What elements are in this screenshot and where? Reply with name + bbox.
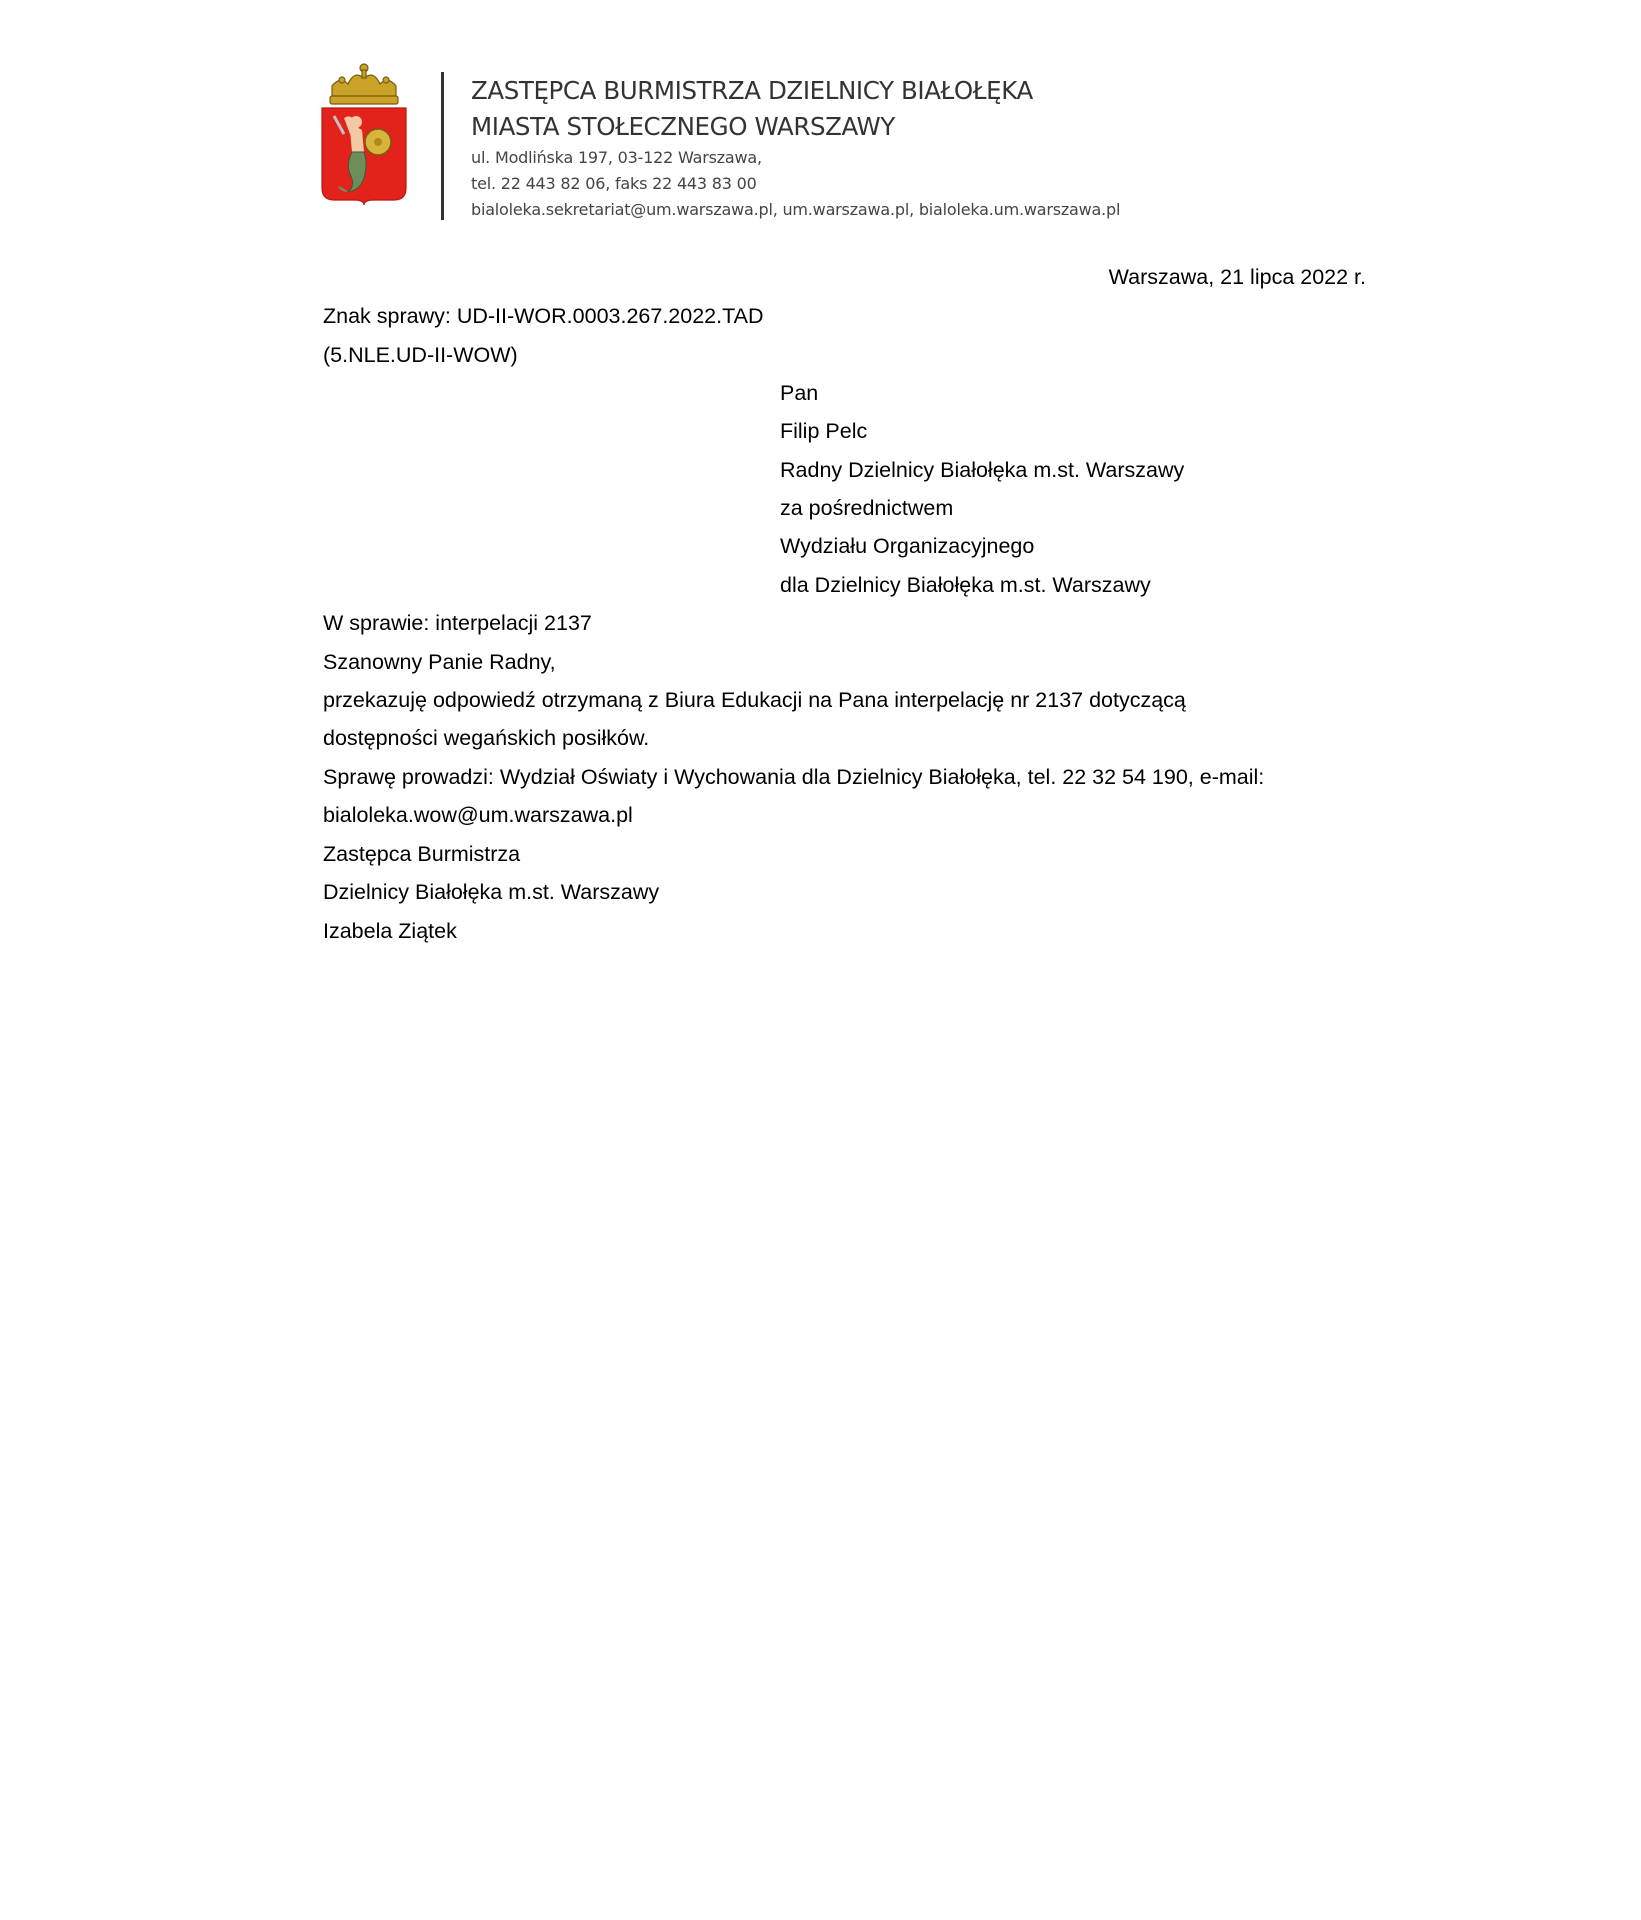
handled-by-line-1: Sprawę prowadzi: Wydział Oświaty i Wychowania dla Dzielnicy Białołęka, tel. 22 32 54 190, e-mail: <box>323 765 1265 789</box>
recipient-title: Pan <box>780 381 819 405</box>
recipient-name: Filip Pelc <box>780 419 868 443</box>
recipient-via: za pośrednictwem <box>780 496 954 520</box>
org-phone: tel. 22 443 82 06, faks 22 443 83 00 <box>471 174 757 193</box>
warsaw-coat-of-arms-icon <box>320 60 408 205</box>
body-paragraph-line-2: dostępności wegańskich posiłków. <box>323 726 650 750</box>
signature-name: Izabela Ziątek <box>323 919 457 943</box>
recipient-role: Radny Dzielnicy Białołęka m.st. Warszawy <box>780 458 1185 482</box>
org-address: ul. Modlińska 197, 03-122 Warszawa, <box>471 148 762 167</box>
recipient-department-scope: dla Dzielnicy Białołęka m.st. Warszawy <box>780 573 1151 597</box>
letterhead-text <box>471 73 1331 223</box>
body-paragraph-line-1: przekazuję odpowiedź otrzymaną z Biura Edukacji na Pana interpelację nr 2137 dotyczącą <box>323 688 1186 712</box>
org-web: bialoleka.sekretariat@um.warszawa.pl, um.warszawa.pl, bialoleka.um.warszawa.pl <box>471 200 1121 219</box>
signature-title-line-1: Zastępca Burmistrza <box>323 842 521 866</box>
subject-line: W sprawie: interpelacji 2137 <box>323 611 592 635</box>
signature-title-line-2: Dzielnicy Białołęka m.st. Warszawy <box>323 880 660 904</box>
greeting: Szanowny Panie Radny, <box>323 650 556 674</box>
case-secondary-number: (5.NLE.UD-II-WOW) <box>323 343 518 367</box>
letterhead <box>320 60 1320 220</box>
handled-by-email: bialoleka.wow@um.warszawa.pl <box>323 803 633 827</box>
org-name-line-2: MIASTA STOŁECZNEGO WARSZAWY <box>471 112 895 141</box>
case-number: Znak sprawy: UD-II-WOR.0003.267.2022.TAD <box>323 304 764 328</box>
date-line: Warszawa, 21 lipca 2022 r. <box>1108 265 1366 289</box>
org-name-line-1: ZASTĘPCA BURMISTRZA DZIELNICY BIAŁOŁĘKA <box>471 76 1033 105</box>
recipient-department: Wydziału Organizacyjnego <box>780 534 1035 558</box>
header-divider <box>441 72 444 220</box>
